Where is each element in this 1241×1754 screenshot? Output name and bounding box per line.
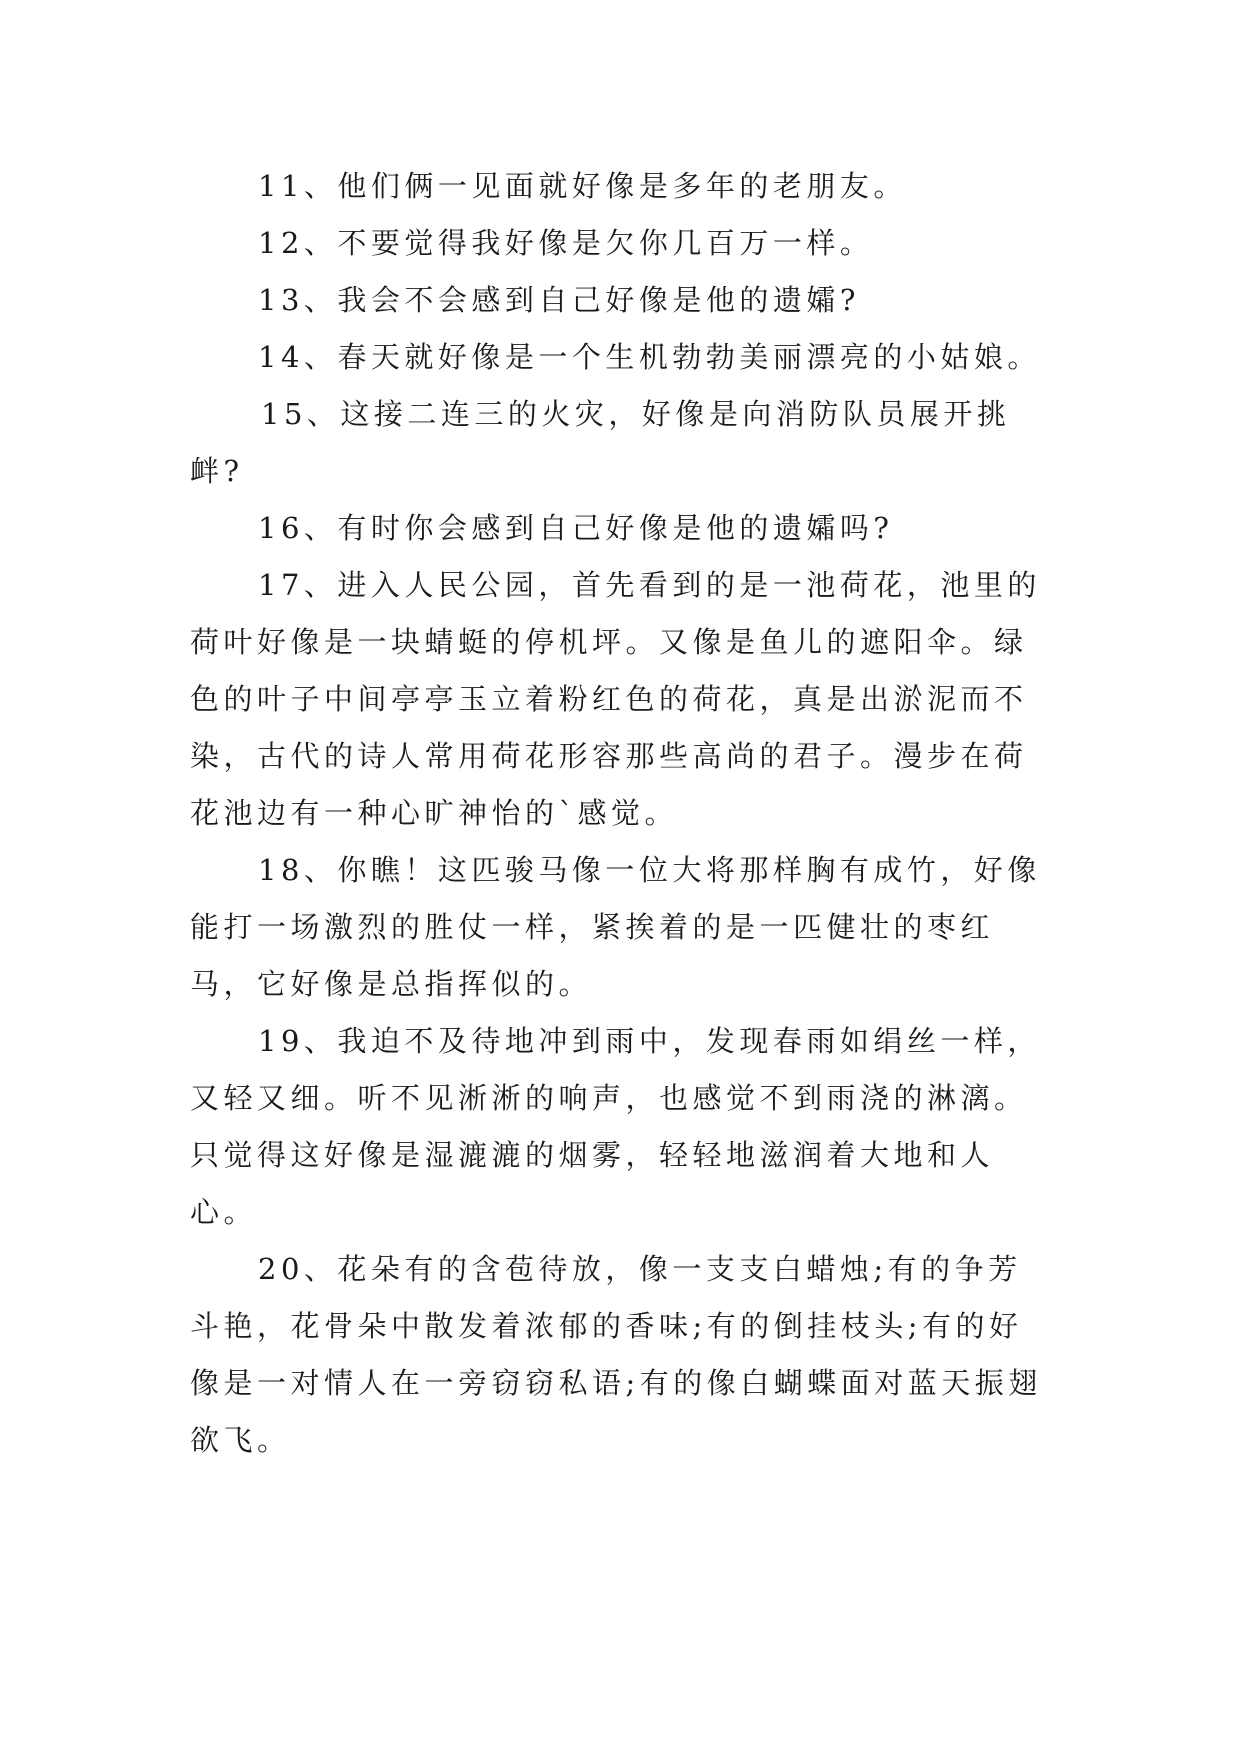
paragraph-11: 11、他们俩一见面就好像是多年的老朋友。	[258, 169, 907, 203]
paragraph-14: 14、春天就好像是一个生机勃勃美丽漂亮的小姑娘。	[258, 340, 1041, 374]
paragraph-18: 18、你瞧！这匹骏马像一位大将那样胸有成竹，好像能打一场激烈的胜仗一样，紧挨着的是一匹健壮的枣红马，它好像是总指挥似的。	[190, 853, 1041, 1001]
paragraph-12: 12、不要觉得我好像是欠你几百万一样。	[258, 226, 874, 260]
document-body	[190, 158, 1050, 1469]
paragraph-16: 16、有时你会感到自己好像是他的遗孀吗?	[258, 511, 894, 545]
paragraph-20: 20、花朵有的含苞待放，像一支支白蜡烛;有的争芳斗艳，花骨朵中散发着浓郁的香味;有的倒挂枝头;有的好像是一对情人在一旁窃窃私语;有的像白蝴蝶面对蓝天振翅欲飞。	[190, 1252, 1042, 1457]
paragraph-19: 19、我迫不及待地冲到雨中，发现春雨如绢丝一样，又轻又细。听不见淅淅的响声，也感觉不到雨浇的淋漓。只觉得这好像是湿漉漉的烟雾，轻轻地滋润着大地和人心。	[190, 1024, 1041, 1229]
paragraph-15: 15、这接二连三的火灾，好像是向消防队员展开挑衅?	[190, 397, 1011, 488]
paragraph-17: 17、进入人民公园，首先看到的是一池荷花，池里的荷叶好像是一块蜻蜓的停机坪。又像是鱼儿的遮阳伞。绿色的叶子中间亭亭玉立着粉红色的荷花，真是出淤泥而不染，古代的诗人常用荷花形容那些高尚的君子。漫步在荷花池边有一种心旷神怡的`感觉。	[190, 568, 1041, 830]
paragraph-13: 13、我会不会感到自己好像是他的遗孀?	[258, 283, 860, 317]
